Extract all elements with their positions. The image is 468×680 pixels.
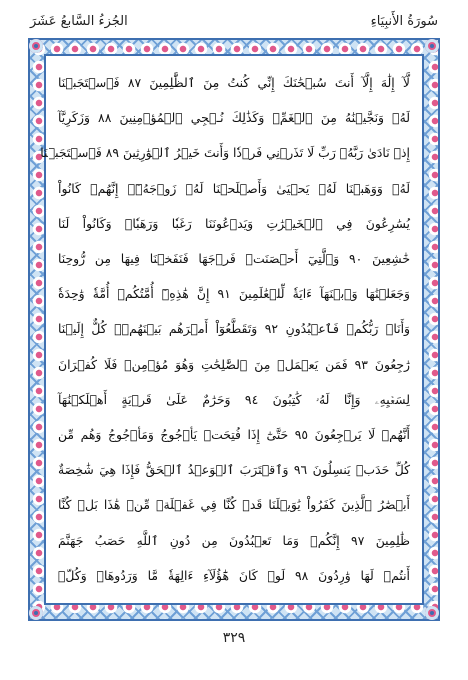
corner-ornament-icon bbox=[425, 39, 439, 53]
page-number: ٣٢٩ bbox=[222, 630, 246, 646]
corner-ornament-icon bbox=[29, 39, 43, 53]
text-line: لِسَعۡيِهِۦ وَإِنَّا لَهُۥ كَٰتِبُونَ ٩٤ وَحَرَٰمٌ عَلَىٰ قَرۡيَةٍ أَهۡلَكۡنَٰهَآ bbox=[58, 391, 410, 407]
text-line: لَّآ إِلَٰهَ إِلَّآ أَنتَ سُبۡحَٰنَكَ إِنِّي كُنتُ مِنَ ٱلظَّٰلِمِينَ ٨٧ فَٱسۡتَجَبۡنَا bbox=[58, 75, 410, 90]
text-line: وَأَنَا۠ رَبُّكُمۡ فَٱعۡبُدُونِ ٩٢ وَتَقَطَّعُوٓاْ أَمۡرَهُم بَيۡنَهُمۡۖ كُلٌّ إِلَيۡنَا bbox=[58, 321, 410, 337]
juz-name: الجُزءُ السَّابعُ عَشَرَ bbox=[30, 13, 128, 29]
text-line: يُسَٰرِعُونَ فِي ٱلۡخَيۡرَٰتِ وَيَدۡعُونَنَا رَغَبٗا وَرَهَبٗاۖ وَكَانُواْ لَنَا bbox=[58, 215, 410, 231]
text-line: رَٰجِعُونَ ٩٣ فَمَن يَعۡمَلۡ مِنَ ٱلصَّٰلِحَٰتِ وَهُوَ مُؤۡمِنٞ فَلَا كُفۡرَانَ bbox=[58, 356, 411, 372]
page-header bbox=[30, 8, 438, 34]
text-line: ظَٰلِمِينَ ٩٧ إِنَّكُمۡ وَمَا تَعۡبُدُونَ مِن دُونِ ٱللَّهِ حَصَبُ جَهَنَّمَ bbox=[58, 532, 410, 548]
text-line: أَنتُمۡ لَهَا وَٰرِدُونَ ٩٨ لَوۡ كَانَ هَٰٓؤُلَآءِ ءَالِهَةٗ مَّا وَرَدُوهَاۖ وَكُلّٞ bbox=[58, 567, 410, 583]
text-block bbox=[40, 54, 424, 605]
text-line: وَجَعَلۡنَٰهَا وَٱبۡنَهَآ ءَايَةٗ لِّلۡعَٰلَمِينَ ٩١ إِنَّ هَٰذِهِۦٓ أُمَّتُكُمۡ أُمَّةٗ وَٰحِدَةٗ bbox=[58, 286, 411, 302]
ornamental-border bbox=[28, 38, 440, 621]
text-line: إِذۡ نَادَىٰ رَبَّهُۥ رَبِّ لَا تَذَرۡنِي فَرۡدٗا وَأَنتَ خَيۡرُ ٱلۡوَٰرِثِينَ ٨٩ فَٱسۡتَجَبۡنَا bbox=[40, 145, 410, 161]
corner-ornament-icon bbox=[29, 606, 43, 620]
text-line: خَٰشِعِينَ ٩٠ وَٱلَّتِيٓ أَحۡصَنَتۡ فَرۡجَهَا فَنَفَخۡنَا فِيهَا مِن رُّوحِنَا bbox=[58, 251, 410, 267]
text-line: أَبۡصَٰرُ ٱلَّذِينَ كَفَرُواْ يَٰوَيۡلَنَا قَدۡ كُنَّا فِي غَفۡلَةٖ مِّنۡ هَٰذَا بَلۡ كُنَّا bbox=[58, 497, 410, 513]
text-line: لَهُۥ وَنَجَّيۡنَٰهُ مِنَ ٱلۡغَمِّۚ وَكَذَٰلِكَ نُـۨجِي ٱلۡمُؤۡمِنِينَ ٨٨ وَزَكَرِيَّآ bbox=[58, 110, 410, 126]
surah-name: سُورَةُ الأَنبِيَاءِ bbox=[370, 13, 438, 29]
text-line: أَنَّهُمۡ لَا يَرۡجِعُونَ ٩٥ حَتَّىٰٓ إِذَا فُتِحَتۡ يَأۡجُوجُ وَمَأۡجُوجُ وَهُم مِّن bbox=[58, 427, 410, 443]
text-line: كُلِّ حَدَبٖ يَنسِلُونَ ٩٦ وَٱقۡتَرَبَ ٱلۡوَعۡدُ ٱلۡحَقُّ فَإِذَا هِيَ شَٰخِصَةٌ bbox=[58, 462, 410, 478]
corner-ornament-icon bbox=[425, 606, 439, 620]
text-line: لَهُۥ وَوَهَبۡنَا لَهُۥ يَحۡيَىٰ وَأَصۡلَحۡنَا لَهُۥ زَوۡجَهُۥٓۚ إِنَّهُمۡ كَانُواْ bbox=[58, 180, 410, 196]
